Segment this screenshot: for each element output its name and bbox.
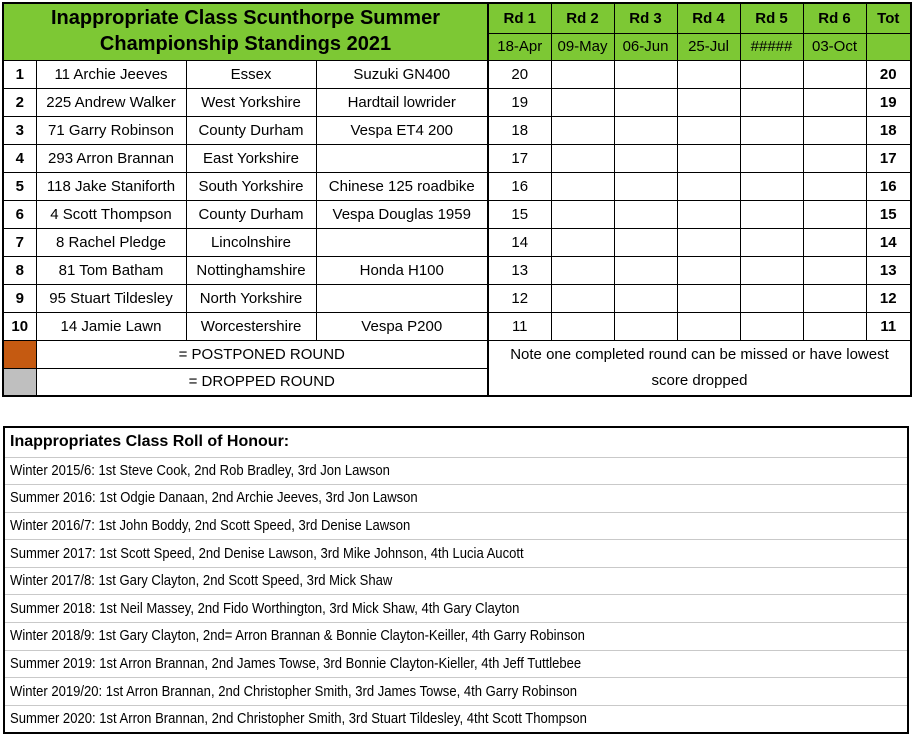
- rider-cell[interactable]: 95 Stuart Tildesley: [36, 284, 186, 312]
- score-cell[interactable]: 17: [488, 144, 551, 172]
- score-cell[interactable]: 16: [488, 172, 551, 200]
- roll-entry-row: [4, 567, 908, 595]
- bike-cell[interactable]: Suzuki GN400: [316, 60, 488, 88]
- score-cell[interactable]: 11: [488, 312, 551, 340]
- score-cell[interactable]: [803, 172, 866, 200]
- standings-title-line1: Inappropriate Class Scunthorpe Summer: [51, 7, 440, 30]
- roll-entry-text: Winter 2018/9: 1st Gary Clayton, 2nd= Arron Brannan & Bonnie Clayton-Keiller, 4th Garry Robinson: [10, 628, 585, 645]
- roll-entry-text: Summer 2018: 1st Neil Massey, 2nd Fido Worthington, 3rd Mick Shaw, 4th Gary Clayton: [10, 600, 520, 617]
- score-cell[interactable]: [551, 228, 614, 256]
- legend-row-postponed: [3, 340, 911, 368]
- score-cell[interactable]: [803, 284, 866, 312]
- score-cell[interactable]: [677, 312, 740, 340]
- total-cell[interactable]: 14: [866, 228, 911, 256]
- score-cell[interactable]: [740, 88, 803, 116]
- score-cell[interactable]: [551, 60, 614, 88]
- roll-entry-text: Winter 2019/20: 1st Arron Brannan, 2nd Christopher Smith, 3rd James Towse, 4th Garry Robinson: [10, 683, 577, 700]
- score-cell[interactable]: 19: [488, 88, 551, 116]
- score-cell[interactable]: [677, 256, 740, 284]
- total-cell[interactable]: 16: [866, 172, 911, 200]
- table-row: [3, 88, 911, 116]
- dropped-legend-label: = DROPPED ROUND: [36, 368, 488, 396]
- score-cell[interactable]: [677, 144, 740, 172]
- round-4-header-cell[interactable]: Rd 4: [677, 3, 740, 33]
- score-cell[interactable]: [740, 228, 803, 256]
- county-cell[interactable]: County Durham: [186, 200, 316, 228]
- county-cell[interactable]: Essex: [186, 60, 316, 88]
- score-cell[interactable]: [614, 144, 677, 172]
- rank-cell[interactable]: 7: [3, 228, 36, 256]
- county-cell[interactable]: South Yorkshire: [186, 172, 316, 200]
- bike-cell[interactable]: Chinese 125 roadbike: [316, 172, 488, 200]
- round-1-date-cell[interactable]: 18-Apr: [488, 33, 551, 60]
- roll-entry-row: [4, 623, 908, 651]
- county-cell[interactable]: East Yorkshire: [186, 144, 316, 172]
- score-cell[interactable]: [803, 256, 866, 284]
- table-row: [3, 172, 911, 200]
- roll-entry-text: Summer 2020: 1st Arron Brannan, 2nd Christopher Smith, 3rd Stuart Tildesley, 4tht Scott Thompson: [10, 710, 587, 727]
- score-cell[interactable]: [614, 228, 677, 256]
- roll-entry-row: [4, 512, 908, 540]
- score-cell[interactable]: [677, 172, 740, 200]
- county-cell[interactable]: Lincolnshire: [186, 228, 316, 256]
- roll-entry-row: [4, 650, 908, 678]
- table-row: [3, 116, 911, 144]
- bike-cell[interactable]: Hardtail lowrider: [316, 88, 488, 116]
- score-cell[interactable]: [551, 200, 614, 228]
- bike-cell[interactable]: [316, 284, 488, 312]
- roll-entry[interactable]: [4, 595, 908, 623]
- table-row: [3, 256, 911, 284]
- roll-entry-text: Summer 2016: 1st Odgie Danaan, 2nd Archie Jeeves, 3rd Jon Lawson: [10, 490, 418, 507]
- dropped-color-swatch: [3, 368, 36, 396]
- bike-cell[interactable]: Honda H100: [316, 256, 488, 284]
- score-cell[interactable]: [614, 312, 677, 340]
- total-cell[interactable]: 20: [866, 60, 911, 88]
- score-cell[interactable]: [614, 88, 677, 116]
- score-cell[interactable]: 15: [488, 200, 551, 228]
- round-3-header-cell[interactable]: Rd 3: [614, 3, 677, 33]
- total-cell[interactable]: 19: [866, 88, 911, 116]
- score-cell[interactable]: [614, 256, 677, 284]
- roll-entry[interactable]: [4, 623, 908, 651]
- postponed-color-swatch: [3, 340, 36, 368]
- rider-cell[interactable]: 11 Archie Jeeves: [36, 60, 186, 88]
- score-cell[interactable]: [614, 60, 677, 88]
- round-1-header-cell[interactable]: Rd 1: [488, 3, 551, 33]
- roll-entry[interactable]: [4, 540, 908, 568]
- standings-title-line2: Championship Standings 2021: [99, 33, 392, 56]
- rank-cell[interactable]: 10: [3, 312, 36, 340]
- roll-of-honour-title: Inappropriates Class Roll of Honour:: [10, 433, 290, 451]
- score-cell[interactable]: [677, 88, 740, 116]
- score-cell[interactable]: [803, 228, 866, 256]
- bike-cell[interactable]: Vespa P200: [316, 312, 488, 340]
- score-cell[interactable]: 18: [488, 116, 551, 144]
- roll-entry-text: Summer 2017: 1st Scott Speed, 2nd Denise Lawson, 3rd Mike Johnson, 4th Lucia Aucott: [10, 545, 524, 562]
- rank-cell[interactable]: 3: [3, 116, 36, 144]
- round-2-header-cell[interactable]: Rd 2: [551, 3, 614, 33]
- score-cell[interactable]: [551, 312, 614, 340]
- score-cell[interactable]: [740, 312, 803, 340]
- score-cell[interactable]: [551, 144, 614, 172]
- score-cell[interactable]: [803, 88, 866, 116]
- score-cell[interactable]: 14: [488, 228, 551, 256]
- score-cell[interactable]: [803, 144, 866, 172]
- rider-cell[interactable]: 225 Andrew Walker: [36, 88, 186, 116]
- roll-entry-row: [4, 457, 908, 485]
- table-row: [3, 228, 911, 256]
- county-cell[interactable]: Nottinghamshire: [186, 256, 316, 284]
- roll-entry-row: [4, 705, 908, 733]
- score-cell[interactable]: [740, 256, 803, 284]
- score-cell[interactable]: [551, 172, 614, 200]
- roll-entry[interactable]: [4, 678, 908, 706]
- rank-cell[interactable]: 2: [3, 88, 36, 116]
- roll-entry[interactable]: [4, 485, 908, 513]
- rider-cell[interactable]: 8 Rachel Pledge: [36, 228, 186, 256]
- rider-cell[interactable]: 4 Scott Thompson: [36, 200, 186, 228]
- score-cell[interactable]: 20: [488, 60, 551, 88]
- score-cell[interactable]: [803, 60, 866, 88]
- bike-cell[interactable]: [316, 228, 488, 256]
- county-cell[interactable]: West Yorkshire: [186, 88, 316, 116]
- score-cell[interactable]: [677, 284, 740, 312]
- score-cell[interactable]: [803, 116, 866, 144]
- bike-cell[interactable]: [316, 144, 488, 172]
- score-cell[interactable]: [677, 60, 740, 88]
- roll-entry[interactable]: [4, 650, 908, 678]
- rider-cell[interactable]: 71 Garry Robinson: [36, 116, 186, 144]
- standings-title-cell: [3, 3, 488, 60]
- roll-entry-text: Winter 2017/8: 1st Gary Clayton, 2nd Scott Speed, 3rd Mick Shaw: [10, 573, 393, 590]
- roll-entry[interactable]: [4, 512, 908, 540]
- roll-entry-row: [4, 540, 908, 568]
- total-date-cell[interactable]: [866, 33, 911, 60]
- round-3-date-cell[interactable]: 06-Jun: [614, 33, 677, 60]
- table-row: [3, 60, 911, 88]
- score-cell[interactable]: 13: [488, 256, 551, 284]
- county-cell[interactable]: County Durham: [186, 116, 316, 144]
- roll-entry[interactable]: [4, 457, 908, 485]
- table-row: [3, 144, 911, 172]
- rider-cell[interactable]: 118 Jake Staniforth: [36, 172, 186, 200]
- rider-cell[interactable]: 293 Arron Brannan: [36, 144, 186, 172]
- round-2-date-cell[interactable]: 09-May: [551, 33, 614, 60]
- score-cell[interactable]: 12: [488, 284, 551, 312]
- total-cell[interactable]: 17: [866, 144, 911, 172]
- roll-entry-text: Winter 2015/6: 1st Steve Cook, 2nd Rob Bradley, 3rd Jon Lawson: [10, 462, 390, 479]
- score-cell[interactable]: [740, 200, 803, 228]
- total-cell[interactable]: 18: [866, 116, 911, 144]
- rider-cell[interactable]: 14 Jamie Lawn: [36, 312, 186, 340]
- county-cell[interactable]: North Yorkshire: [186, 284, 316, 312]
- roll-entry-row: [4, 485, 908, 513]
- roll-entry-text: Summer 2019: 1st Arron Brannan, 2nd James Towse, 3rd Bonnie Clayton-Kieller, 4th Jeff Tuttlebee: [10, 655, 582, 672]
- score-cell[interactable]: [740, 172, 803, 200]
- rank-cell[interactable]: 5: [3, 172, 36, 200]
- score-cell[interactable]: [740, 60, 803, 88]
- score-cell[interactable]: [740, 144, 803, 172]
- table-row: [3, 312, 911, 340]
- rank-cell[interactable]: 9: [3, 284, 36, 312]
- table-row: [3, 284, 911, 312]
- total-header-cell[interactable]: Tot: [866, 3, 911, 33]
- score-cell[interactable]: [740, 284, 803, 312]
- table-row: [3, 200, 911, 228]
- score-cell[interactable]: [677, 116, 740, 144]
- round-6-date-cell[interactable]: 03-Oct: [803, 33, 866, 60]
- score-cell[interactable]: [677, 200, 740, 228]
- round-4-date-cell[interactable]: 25-Jul: [677, 33, 740, 60]
- bike-cell[interactable]: Vespa ET4 200: [316, 116, 488, 144]
- rank-cell[interactable]: 8: [3, 256, 36, 284]
- rank-cell[interactable]: 4: [3, 144, 36, 172]
- roll-entry[interactable]: [4, 567, 908, 595]
- roll-entry-row: [4, 678, 908, 706]
- score-cell[interactable]: [677, 228, 740, 256]
- roll-entry[interactable]: [4, 705, 908, 733]
- standings-table: [2, 2, 912, 397]
- round-6-header-cell[interactable]: Rd 6: [803, 3, 866, 33]
- postponed-legend-label: = POSTPONED ROUND: [36, 340, 488, 368]
- total-cell[interactable]: 11: [866, 312, 911, 340]
- dropped-round-note: Note one completed round can be missed or have lowest score dropped: [488, 340, 911, 396]
- round-5-header-cell[interactable]: Rd 5: [740, 3, 803, 33]
- score-cell[interactable]: [803, 312, 866, 340]
- rank-cell[interactable]: 1: [3, 60, 36, 88]
- score-cell[interactable]: [551, 88, 614, 116]
- score-cell[interactable]: [614, 200, 677, 228]
- score-cell[interactable]: [551, 284, 614, 312]
- total-cell[interactable]: 12: [866, 284, 911, 312]
- score-cell[interactable]: [803, 200, 866, 228]
- score-cell[interactable]: [740, 116, 803, 144]
- roll-entry-row: [4, 595, 908, 623]
- score-cell[interactable]: [551, 116, 614, 144]
- round-5-date-cell[interactable]: #####: [740, 33, 803, 60]
- total-cell[interactable]: 15: [866, 200, 911, 228]
- rank-cell[interactable]: 6: [3, 200, 36, 228]
- roll-header-row: [4, 427, 908, 457]
- county-cell[interactable]: Worcestershire: [186, 312, 316, 340]
- score-cell[interactable]: [614, 284, 677, 312]
- roll-of-honour-table: [3, 426, 909, 734]
- total-cell[interactable]: 13: [866, 256, 911, 284]
- score-cell[interactable]: [614, 116, 677, 144]
- roll-entry-text: Winter 2016/7: 1st John Boddy, 2nd Scott Speed, 3rd Denise Lawson: [10, 517, 411, 534]
- rider-cell[interactable]: 81 Tom Batham: [36, 256, 186, 284]
- score-cell[interactable]: [614, 172, 677, 200]
- score-cell[interactable]: [551, 256, 614, 284]
- bike-cell[interactable]: Vespa Douglas 1959: [316, 200, 488, 228]
